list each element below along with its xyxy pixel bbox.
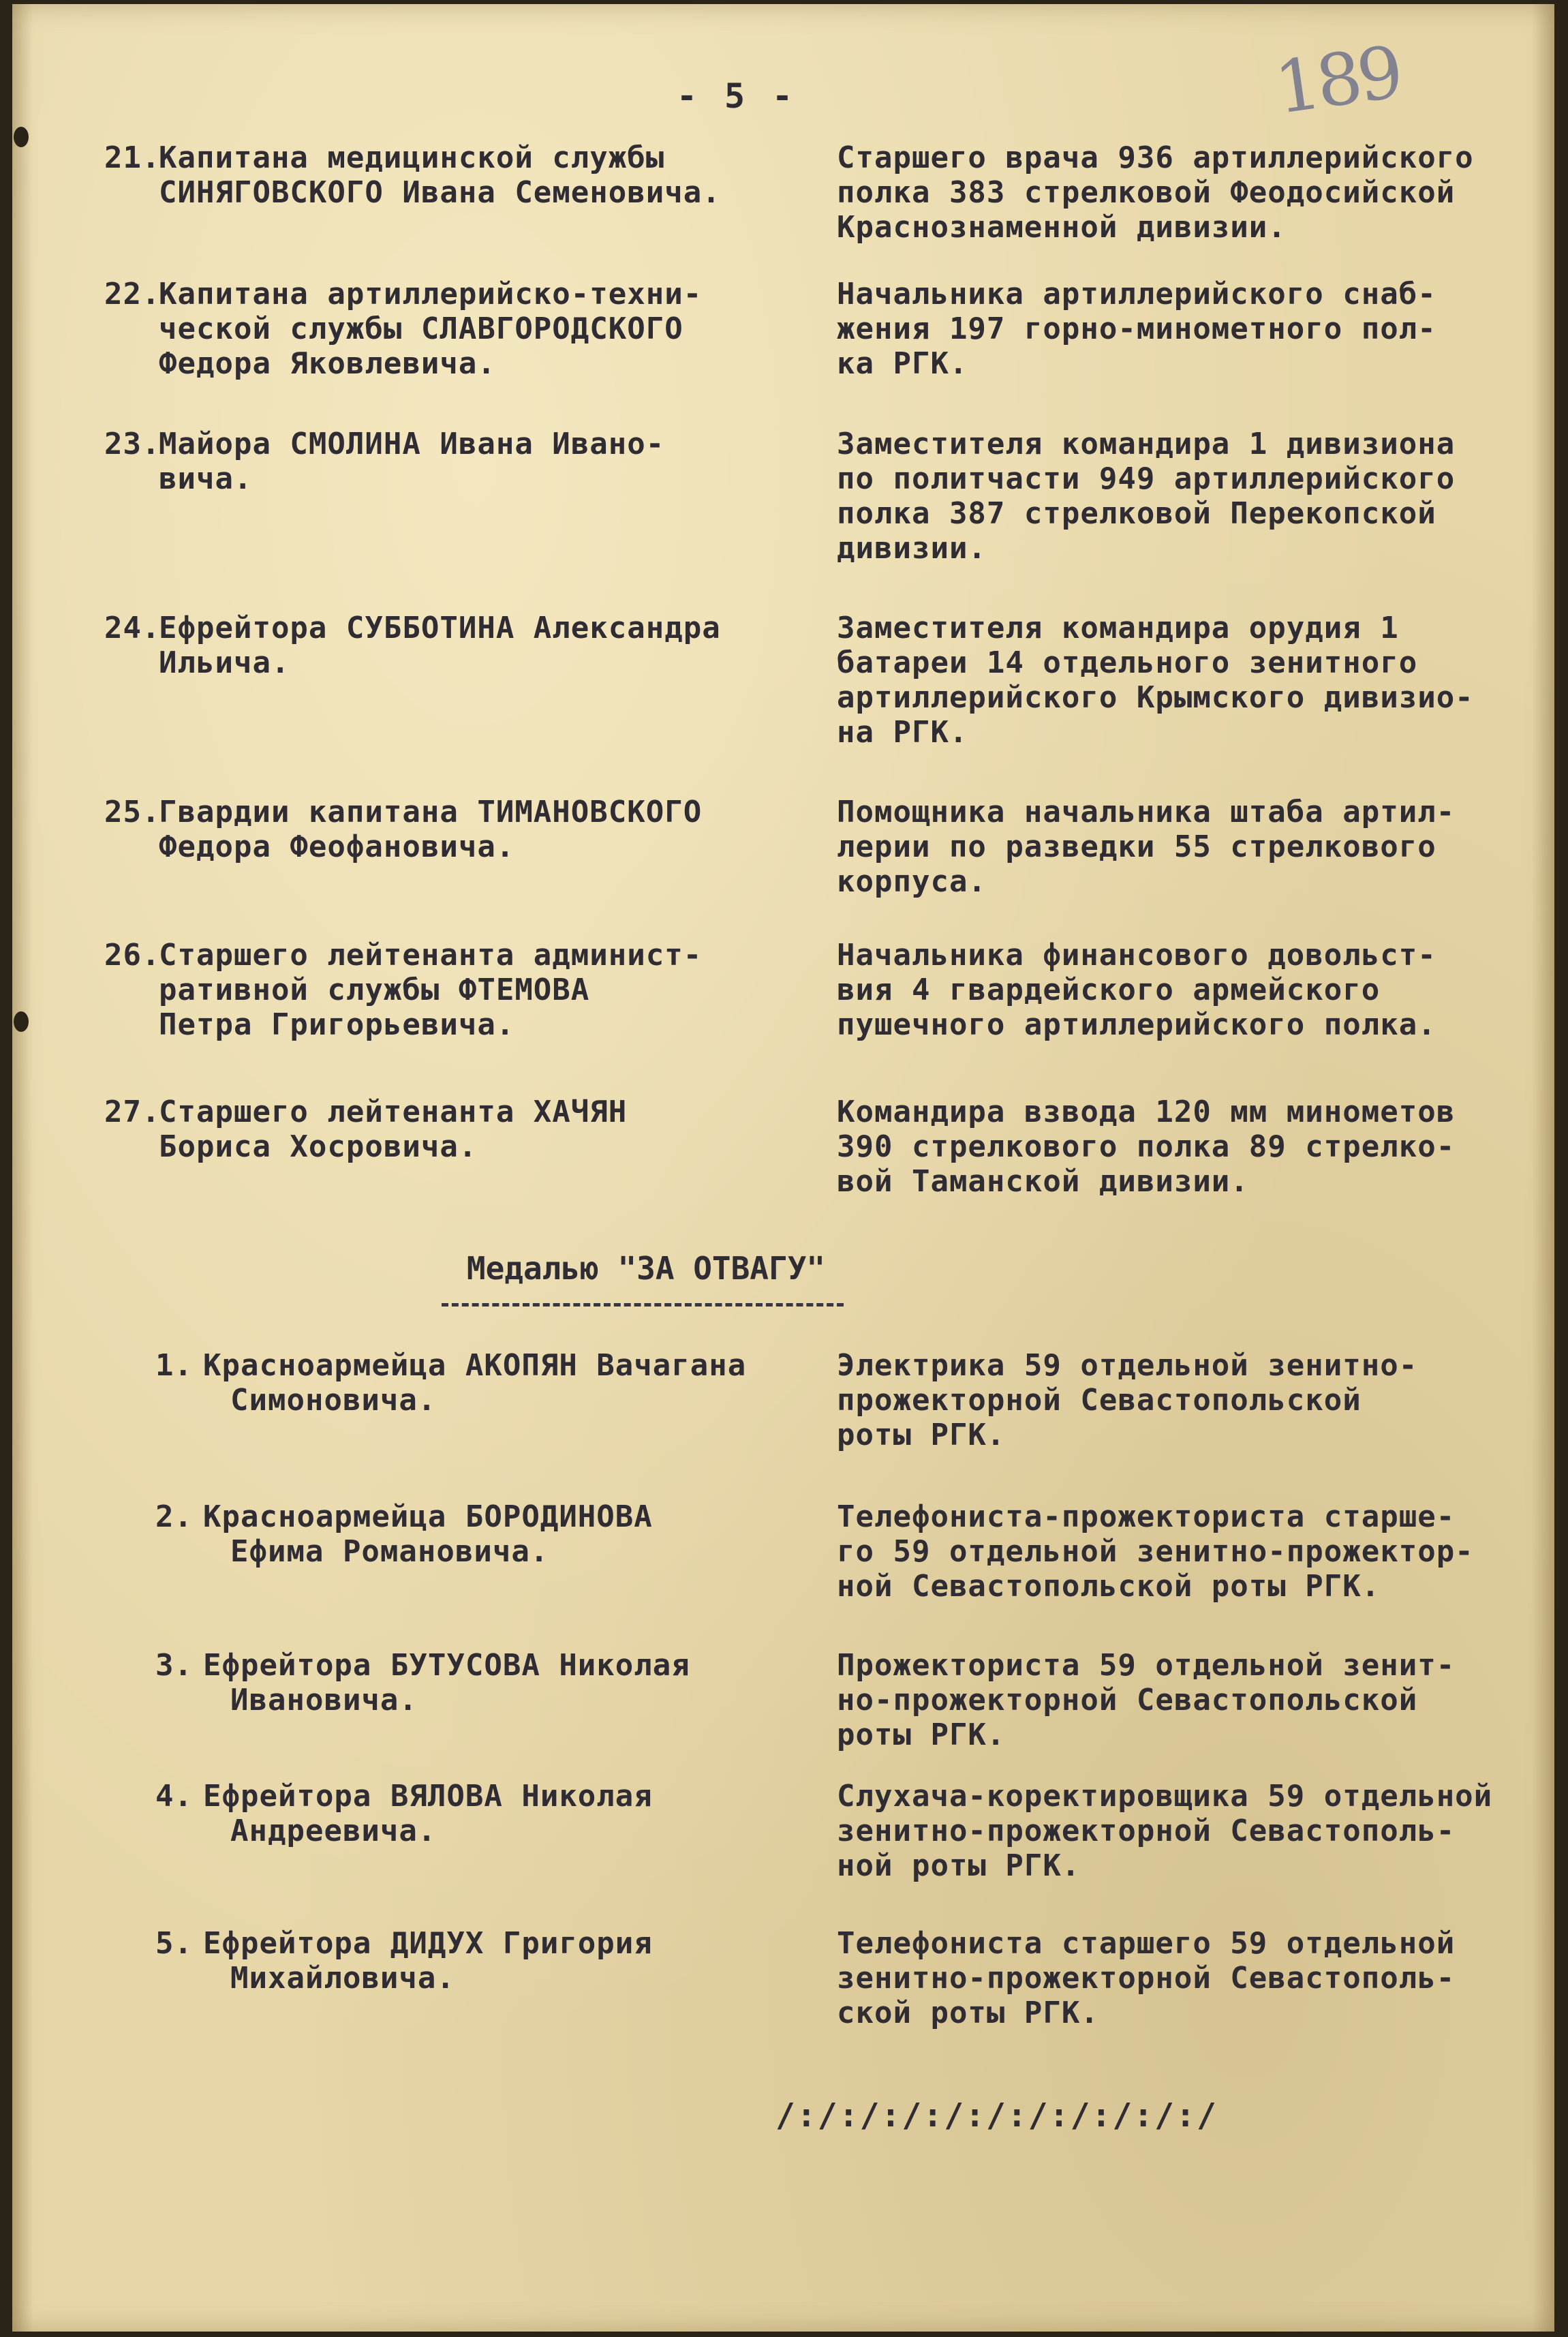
recipient-name-line: Ефрейтора ДИДУХ Григория bbox=[203, 1926, 653, 1961]
recipient-position-line: зенитно-прожекторной Севастополь- bbox=[837, 1961, 1456, 1996]
binding-hole bbox=[14, 127, 29, 147]
recipient-position-line: вия 4 гвардейского армейского bbox=[837, 973, 1381, 1007]
recipient-position-line: полка 383 стрелковой Феодосийской bbox=[837, 175, 1456, 210]
recipient-name bbox=[159, 938, 867, 1042]
recipient-position-line: но-прожекторной Севастопольской bbox=[837, 1683, 1418, 1717]
entry-number: 3. bbox=[155, 1648, 193, 1683]
recipient-position bbox=[837, 1499, 1552, 1604]
document-sheet bbox=[12, 4, 1554, 2332]
entry-number: 26. bbox=[104, 938, 161, 973]
binding-hole bbox=[14, 1011, 29, 1032]
recipient-position-line: артиллерийского Крымского дивизио- bbox=[837, 680, 1474, 715]
recipient-position bbox=[837, 938, 1552, 1042]
recipient-name-line: Красноармейца АКОПЯН Вачагана bbox=[203, 1348, 747, 1383]
recipient-position-line: Телефониста старшего 59 отдельной bbox=[837, 1926, 1456, 1961]
recipient-name-line: Красноармейца БОРОДИНОВА bbox=[203, 1499, 653, 1534]
recipient-name bbox=[159, 427, 867, 496]
recipient-name-line: Ефима Романовича. bbox=[230, 1534, 549, 1569]
recipient-position-line: Слухача-коректировщика 59 отдельной bbox=[837, 1779, 1493, 1814]
recipient-position bbox=[837, 277, 1552, 381]
recipient-name-line: СИНЯГОВСКОГО Ивана Семеновича. bbox=[159, 175, 721, 210]
recipient-name-line: Ивановича. bbox=[230, 1683, 418, 1717]
closing-line: /:/:/:/:/:/:/:/:/:/:/ bbox=[775, 2096, 1218, 2135]
recipient-name bbox=[159, 1095, 867, 1164]
recipient-position bbox=[837, 1648, 1552, 1752]
recipient-position bbox=[837, 140, 1552, 245]
page-dash-left: - bbox=[676, 76, 724, 116]
recipient-name-line: ративной службы ФТЕМОВА bbox=[159, 973, 590, 1007]
recipient-name bbox=[203, 1926, 912, 1996]
recipient-name bbox=[203, 1348, 912, 1418]
recipient-position-line: Прожекториста 59 отдельной зенит- bbox=[837, 1648, 1456, 1683]
recipient-name-line: ческой службы СЛАВГОРОДСКОГО bbox=[159, 311, 683, 346]
recipient-name bbox=[159, 140, 867, 210]
recipient-position bbox=[837, 611, 1552, 750]
recipient-position-line: 390 стрелкового полка 89 стрелко- bbox=[837, 1129, 1456, 1164]
recipient-position-line: вой Таманской дивизии. bbox=[837, 1164, 1249, 1199]
recipient-name-line: Ефрейтора СУББОТИНА Александра bbox=[159, 611, 721, 645]
recipient-position-line: лерии по разведки 55 стрелкового bbox=[837, 829, 1436, 864]
recipient-name-line: Старшего лейтенанта админист- bbox=[159, 938, 703, 973]
recipient-name-line: Гвардии капитана ТИМАНОВСКОГО bbox=[159, 795, 703, 829]
recipient-name-line: Андреевича. bbox=[230, 1814, 437, 1848]
recipient-position-line: жения 197 горно-минометного пол- bbox=[837, 311, 1436, 346]
recipient-position-line: Начальника финансового довольст- bbox=[837, 938, 1436, 973]
recipient-position-line: корпуса. bbox=[837, 864, 987, 899]
recipient-position-line: по политчасти 949 артиллерийского bbox=[837, 461, 1456, 496]
entry-number: 1. bbox=[155, 1348, 193, 1383]
recipient-name-line: Капитана медицинской службы bbox=[159, 140, 665, 175]
recipient-position-line: ной роты РГК. bbox=[837, 1848, 1081, 1883]
recipient-position-line: на РГК. bbox=[837, 715, 968, 750]
recipient-position-line: пушечного артиллерийского полка. bbox=[837, 1007, 1436, 1042]
recipient-position-line: роты РГК. bbox=[837, 1717, 1006, 1752]
recipient-name-line: вича. bbox=[159, 461, 253, 496]
recipient-position-line: ской роты РГК. bbox=[837, 1996, 1099, 2030]
entry-number: 27. bbox=[104, 1095, 161, 1129]
recipient-name bbox=[203, 1499, 912, 1569]
recipient-position bbox=[837, 1095, 1552, 1199]
entry-number: 23. bbox=[104, 427, 161, 461]
recipient-name-line: Федора Яковлевича. bbox=[159, 346, 496, 381]
recipient-name-line: Михайловича. bbox=[230, 1961, 455, 1996]
entry-number: 21. bbox=[104, 140, 161, 175]
recipient-position bbox=[837, 1926, 1552, 2030]
recipient-name bbox=[159, 795, 867, 864]
recipient-name-line: Капитана артиллерийско-техни- bbox=[159, 277, 703, 311]
entry-number: 4. bbox=[155, 1779, 193, 1814]
entry-number: 5. bbox=[155, 1926, 193, 1961]
recipient-name bbox=[159, 611, 867, 680]
recipient-name-line: Ефрейтора БУТУСОВА Николая bbox=[203, 1648, 690, 1683]
recipient-position-line: ной Севастопольской роты РГК. bbox=[837, 1569, 1381, 1604]
page-dash-right: - bbox=[772, 76, 820, 116]
recipient-position-line: роты РГК. bbox=[837, 1418, 1006, 1452]
recipient-position-line: прожекторной Севастопольской bbox=[837, 1383, 1362, 1418]
recipient-position bbox=[837, 427, 1552, 566]
recipient-position-line: Командира взвода 120 мм минометов bbox=[837, 1095, 1456, 1129]
entry-number: 24. bbox=[104, 611, 161, 645]
medal-section-title: Медалью "ЗА ОТВАГУ" bbox=[466, 1250, 826, 1287]
recipient-name bbox=[159, 277, 867, 381]
recipient-position-line: зенитно-прожекторной Севастополь- bbox=[837, 1814, 1456, 1848]
entry-number: 22. bbox=[104, 277, 161, 311]
recipient-position-line: Начальника артиллерийского снаб- bbox=[837, 277, 1436, 311]
recipient-position-line: дивизии. bbox=[837, 531, 987, 566]
recipient-position-line: полка 387 стрелковой Перекопской bbox=[837, 496, 1436, 531]
medal-section-underline bbox=[442, 1303, 844, 1307]
recipient-name-line: Старшего лейтенанта ХАЧЯН bbox=[159, 1095, 628, 1129]
page-number bbox=[612, 76, 885, 116]
recipient-position-line: Электрика 59 отдельной зенитно- bbox=[837, 1348, 1418, 1383]
recipient-name-line: Ефрейтора ВЯЛОВА Николая bbox=[203, 1779, 653, 1814]
recipient-name-line: Майора СМОЛИНА Ивана Ивано- bbox=[159, 427, 665, 461]
archive-stamp: 189 bbox=[1270, 30, 1404, 131]
recipient-position bbox=[837, 795, 1552, 899]
recipient-position-line: Телефониста-прожекториста старше- bbox=[837, 1499, 1456, 1534]
recipient-position-line: Старшего врача 936 артиллерийского bbox=[837, 140, 1474, 175]
recipient-position-line: го 59 отдельной зенитно-прожектор- bbox=[837, 1534, 1474, 1569]
recipient-position bbox=[837, 1779, 1552, 1883]
recipient-name bbox=[203, 1779, 912, 1848]
recipient-name-line: Федора Феофановича. bbox=[159, 829, 515, 864]
entry-number: 2. bbox=[155, 1499, 193, 1534]
entry-number: 25. bbox=[104, 795, 161, 829]
recipient-position-line: Заместителя командира орудия 1 bbox=[837, 611, 1399, 645]
recipient-position-line: Помощника начальника штаба артил- bbox=[837, 795, 1456, 829]
recipient-name-line: Ильича. bbox=[159, 645, 290, 680]
recipient-position-line: Краснознаменной дивизии. bbox=[837, 210, 1287, 245]
recipient-name-line: Симоновича. bbox=[230, 1383, 437, 1418]
recipient-position-line: батареи 14 отдельного зенитного bbox=[837, 645, 1418, 680]
recipient-name-line: Бориса Хосровича. bbox=[159, 1129, 478, 1164]
recipient-name-line: Петра Григорьевича. bbox=[159, 1007, 515, 1042]
recipient-position-line: ка РГК. bbox=[837, 346, 968, 381]
recipient-position-line: Заместителя командира 1 дивизиона bbox=[837, 427, 1456, 461]
page-number-value: 5 bbox=[724, 76, 773, 116]
recipient-name bbox=[203, 1648, 912, 1717]
recipient-position bbox=[837, 1348, 1552, 1452]
